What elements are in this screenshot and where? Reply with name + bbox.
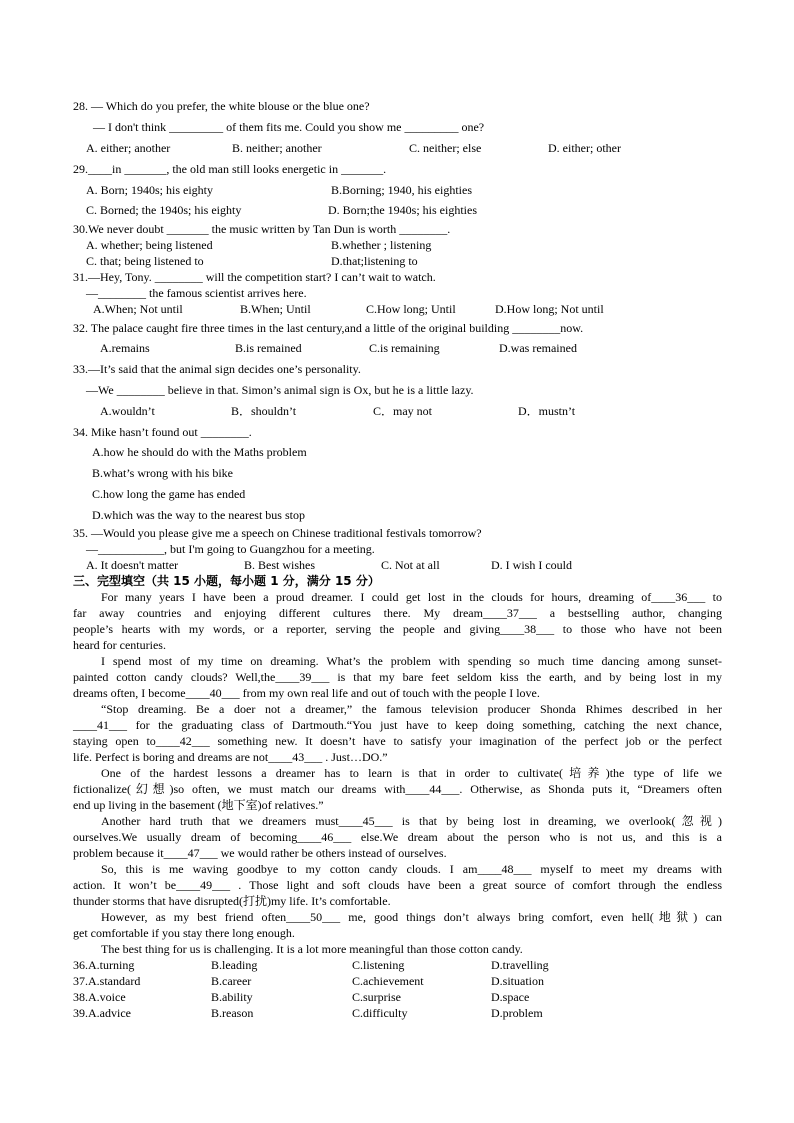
question-31-reply: —________ the famous scientist arrives here. xyxy=(86,286,307,300)
passage-line: action. It won’t be____49___ . Those light and soft clouds have been a great source of comfort through the endless xyxy=(73,878,722,892)
passage-line: ourselves.We usually dream of becoming____46___ else.We dream about the person who is not us, and this is a xyxy=(73,830,722,844)
question-32-option-a: A.remains xyxy=(100,341,150,355)
answer-39-option-c: C.difficulty xyxy=(352,1006,408,1020)
question-29-option-d: D. Born;the 1940s; his eighties xyxy=(328,203,477,217)
question-35-option-d: D. I wish I could xyxy=(491,558,572,572)
question-34-option-a: A.how he should do with the Maths problem xyxy=(92,445,307,459)
question-31-option-c: C.How long; Until xyxy=(366,302,456,316)
passage-line: The best thing for us is challenging. It is a lot more meaningful than those cotton candy. xyxy=(101,942,523,956)
answer-37-label: 37.A.standard xyxy=(73,974,141,988)
passage-line: dreams often, I become____40___ from my own real life and out of touch with the people I love. xyxy=(73,686,540,700)
question-31-option-a: A.When; Not until xyxy=(93,302,183,316)
passage-line: painted cotton candy clouds? Well,the____39___ is that my bare feet seldom kiss the earth, and by being lost in my xyxy=(73,670,722,684)
question-35-stem: 35. —Would you please give me a speech on Chinese traditional festivals tomorrow? xyxy=(73,526,482,540)
question-29-option-c: C. Borned; the 1940s; his eighty xyxy=(86,203,242,217)
passage-line: end up living in the basement (地下室)of relatives.” xyxy=(73,798,324,812)
answer-38-option-c: C.surprise xyxy=(352,990,401,1004)
answer-37-option-b: B.career xyxy=(211,974,252,988)
passage-line: So, this is me waving goodbye to my cotton candy clouds. I am____48___ myself to meet my dreams with xyxy=(101,862,722,876)
question-34-stem: 34. Mike hasn’t found out ________. xyxy=(73,425,252,439)
question-31-option-b: B.When; Until xyxy=(240,302,311,316)
answer-37-option-c: C.achievement xyxy=(352,974,424,988)
passage-line: However, as my best friend often____50___ me, good things don’t always bring comfort, even hell(地狱) can xyxy=(101,910,722,924)
passage-line: people’s hearts with my words, or a reporter, serving the people and giving____38___ to those who have not been xyxy=(73,622,722,636)
question-35-reply: —___________, but I'm going to Guangzhou for a meeting. xyxy=(86,542,375,556)
passage-line: thunder storms that have disrupted(打扰)my life. It’s comfortable. xyxy=(73,894,391,908)
answer-36-option-d: D.travelling xyxy=(491,958,549,972)
question-34-option-c: C.how long the game has ended xyxy=(92,487,246,501)
answer-38-label: 38.A.voice xyxy=(73,990,126,1004)
passage-line: far away countries and enjoying different cultures there. My dream____37___ a bestselling author, changing xyxy=(73,606,722,620)
passage-line: “Stop dreaming. Be a doer not a dreamer,” the famous television producer Shonda Rhimes described in her xyxy=(101,702,722,716)
passage-line: ____41___ for the graduating class of Dartmouth.“You just have to keep doing something, catching the next chance, xyxy=(73,718,722,732)
question-32-stem: 32. The palace caught fire three times in the last century,and a little of the original building ________now. xyxy=(73,321,584,335)
passage-line: One of the hardest lessons a dreamer has to learn is that in order to cultivate(培养)the type of life we xyxy=(101,766,722,780)
question-28-stem: 28. — Which do you prefer, the white blouse or the blue one? xyxy=(73,99,370,113)
answer-38-option-b: B.ability xyxy=(211,990,253,1004)
passage-line: fictionalize(幻想)so often, we must match our dreams with____44___. Otherwise, as Shonda puts it, “Dreamers often xyxy=(73,782,722,796)
passage-line: staying open to____42___ something new. It doesn’t have to satisfy your imagination of the perfect job or the perfect xyxy=(73,734,722,748)
question-30-option-d: D.that;listening to xyxy=(331,254,418,268)
question-33-option-b: B．shouldn’t xyxy=(231,404,297,418)
question-30-option-a: A. whether; being listened xyxy=(86,238,213,252)
question-34-option-d: D.which was the way to the nearest bus stop xyxy=(92,508,305,522)
question-30-stem: 30.We never doubt _______ the music written by Tan Dun is worth ________. xyxy=(73,222,451,236)
question-28-option-b: B. neither; another xyxy=(232,141,322,155)
passage-line: For many years I have been a proud dreamer. I could get lost in the clouds for hours, dreaming of____36___ to xyxy=(101,590,722,604)
question-28-option-c: C. neither; else xyxy=(409,141,482,155)
question-34-option-b: B.what’s wrong with his bike xyxy=(92,466,233,480)
answer-39-label: 39.A.advice xyxy=(73,1006,131,1020)
question-31-option-d: D.How long; Not until xyxy=(495,302,604,316)
answer-38-option-d: D.space xyxy=(491,990,530,1004)
answer-39-option-b: B.reason xyxy=(211,1006,254,1020)
passage-line: life. Perfect is boring and dreams are not____43___ . Just…DO.” xyxy=(73,750,388,764)
answer-39-option-d: D.problem xyxy=(491,1006,543,1020)
question-29-option-b: B.Borning; 1940, his eighties xyxy=(331,183,472,197)
question-28-option-a: A. either; another xyxy=(86,141,171,155)
question-29-stem: 29.____in _______, the old man still looks energetic in _______. xyxy=(73,162,387,176)
question-33-option-d: D．mustn’t xyxy=(518,404,576,418)
passage-line: Another hard truth that we dreamers must____45___ is that by being lost in dreaming, we overlook(忽视) xyxy=(101,814,722,828)
question-35-option-b: B. Best wishes xyxy=(244,558,316,572)
question-35-option-a: A. It doesn't matter xyxy=(86,558,179,572)
answer-36-option-c: C.listening xyxy=(352,958,405,972)
question-30-option-b: B.whether ; listening xyxy=(331,238,432,252)
question-32-option-c: C.is remaining xyxy=(369,341,440,355)
question-32-option-d: D.was remained xyxy=(499,341,577,355)
question-30-option-c: C. that; being listened to xyxy=(86,254,204,268)
question-33-option-c: C．may not xyxy=(373,404,432,418)
passage-line: heard for centuries. xyxy=(73,638,166,652)
question-33-stem: 33.—It’s said that the animal sign decides one’s personality. xyxy=(73,362,361,376)
question-33-option-a: A.wouldn’t xyxy=(100,404,155,418)
passage-line: problem because it____47___ we would rather be others instead of ourselves. xyxy=(73,846,447,860)
passage-line: get comfortable if you stay there long enough. xyxy=(73,926,295,940)
question-28-reply: — I don't think _________ of them fits me. Could you show me _________ one? xyxy=(93,120,485,134)
section-heading: 三、完型填空（共 15 小题，每小题 1 分，满分 15 分） xyxy=(73,574,380,588)
answer-36-option-b: B.leading xyxy=(211,958,258,972)
answer-37-option-d: D.situation xyxy=(491,974,544,988)
question-31-stem: 31.—Hey, Tony. ________ will the competition start? I can’t wait to watch. xyxy=(73,270,436,284)
question-35-option-c: C. Not at all xyxy=(381,558,440,572)
question-32-option-b: B.is remained xyxy=(235,341,302,355)
question-28-option-d: D. either; other xyxy=(548,141,621,155)
passage-line: I spend most of my time on dreaming. What’s the problem with spending so much time dancing among sunset- xyxy=(101,654,722,668)
question-33-reply: —We ________ believe in that. Simon’s animal sign is Ox, but he is a little lazy. xyxy=(86,383,474,397)
question-29-option-a: A. Born; 1940s; his eighty xyxy=(86,183,214,197)
answer-36-label: 36.A.turning xyxy=(73,958,135,972)
